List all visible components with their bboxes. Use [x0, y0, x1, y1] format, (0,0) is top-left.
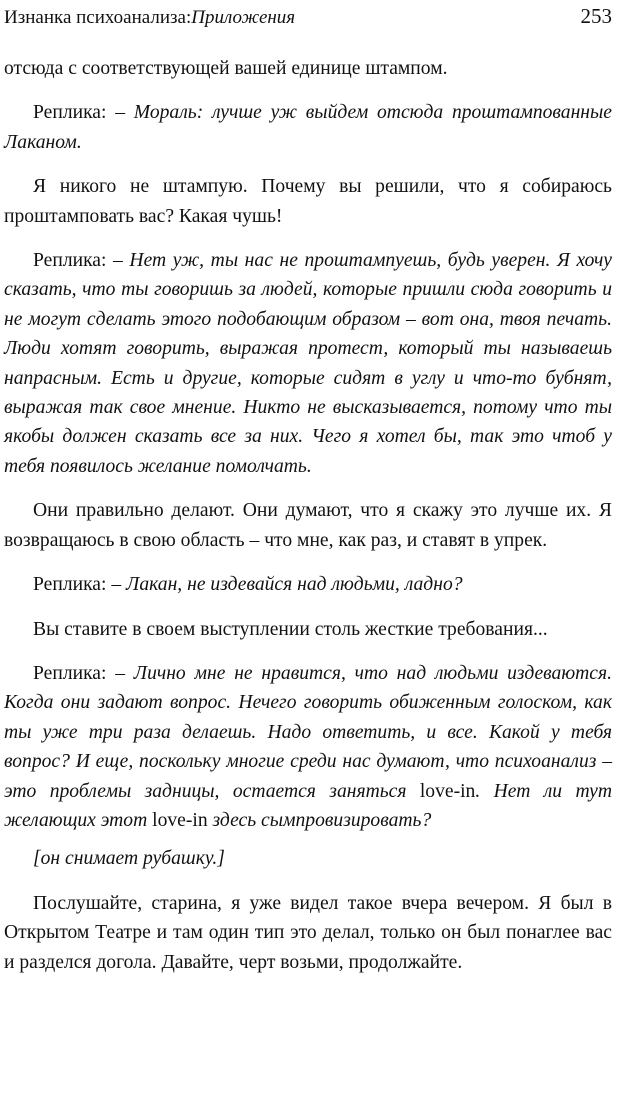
- remark-text: здесь сымпровизировать?: [207, 809, 432, 831]
- remark-label: Реплика: –: [33, 574, 127, 596]
- remark-text: . Нет ли тут желающих этот: [4, 780, 612, 831]
- remark-paragraph: [4, 98, 612, 157]
- page-body: [4, 54, 612, 992]
- book-title: Изнанка психоанализа:: [4, 7, 192, 28]
- remark-text: Мораль: лучше уж выйдем отсюда проштампованные Лаканом.: [4, 102, 612, 153]
- paragraph: Они правильно делают. Они думают, что я скажу это лучше их. Я возвращаюсь в свою область – что мне, как раз, и ставят в упрек.: [4, 500, 612, 551]
- section-title: Приложения: [191, 7, 296, 28]
- remark-label: Реплика: –: [33, 250, 130, 272]
- page-number: 253: [580, 4, 612, 28]
- remark-paragraph: [4, 659, 612, 835]
- running-header: [4, 4, 612, 36]
- remark-label: Реплика: –: [33, 662, 134, 684]
- stage-direction: [он снимает рубашку.]: [33, 848, 225, 870]
- paragraph: Я никого не штампую. Почему вы решили, что я собираюсь проштамповать вас? Какая чушь!: [4, 176, 612, 227]
- remark-paragraph: [4, 246, 612, 481]
- remark-text: Нет уж, ты нас не проштампуешь, будь уверен. Я хочу сказать, что ты говоришь за людей, которые пришли сюда говорить и не могут сделать этого подобающим образом – вот она, твоя печать. Люди хотят говорить, выражая протест, который ты называешь напрасным. Есть и другие, которые сидят в углу и что-то бубнят, выражая так свое мнение. Никто не высказывается, потому что ты якобы должен сказать все за них. Чего я хотел бы, так это чтоб у тебя появилось желание помолчать.: [4, 250, 612, 477]
- remark-text-roman: love-in: [152, 809, 208, 831]
- paragraph: отсюда с соответствующей вашей единице штампом.: [4, 58, 448, 79]
- remark-text: Лично мне не нравится, что над людьми издеваются. Когда они задают вопрос. Нечего говорить обиженным голоском, как ты уже три раза делаешь. Надо ответить, и все. Какой у тебя вопрос? И еще, поскольку многие среди нас думают, что психоанализ – это проблемы задницы, остается заняться: [4, 662, 613, 802]
- remark-text: Лакан, не издевайся над людьми, ладно?: [126, 574, 463, 596]
- remark-text-roman: love-in: [419, 780, 476, 802]
- paragraph: Послушайте, старина, я уже видел такое вчера вечером. Я был в Открытом Театре и там один тип это делал, только он был понаглее вас и разделся догола. Давайте, черт возьми, продолжайте.: [4, 892, 612, 973]
- paragraph: Вы ставите в своем выступлении столь жесткие требования...: [33, 618, 548, 640]
- remark-paragraph: [4, 570, 612, 599]
- header-title: [4, 7, 295, 29]
- remark-label: Реплика: –: [33, 102, 134, 124]
